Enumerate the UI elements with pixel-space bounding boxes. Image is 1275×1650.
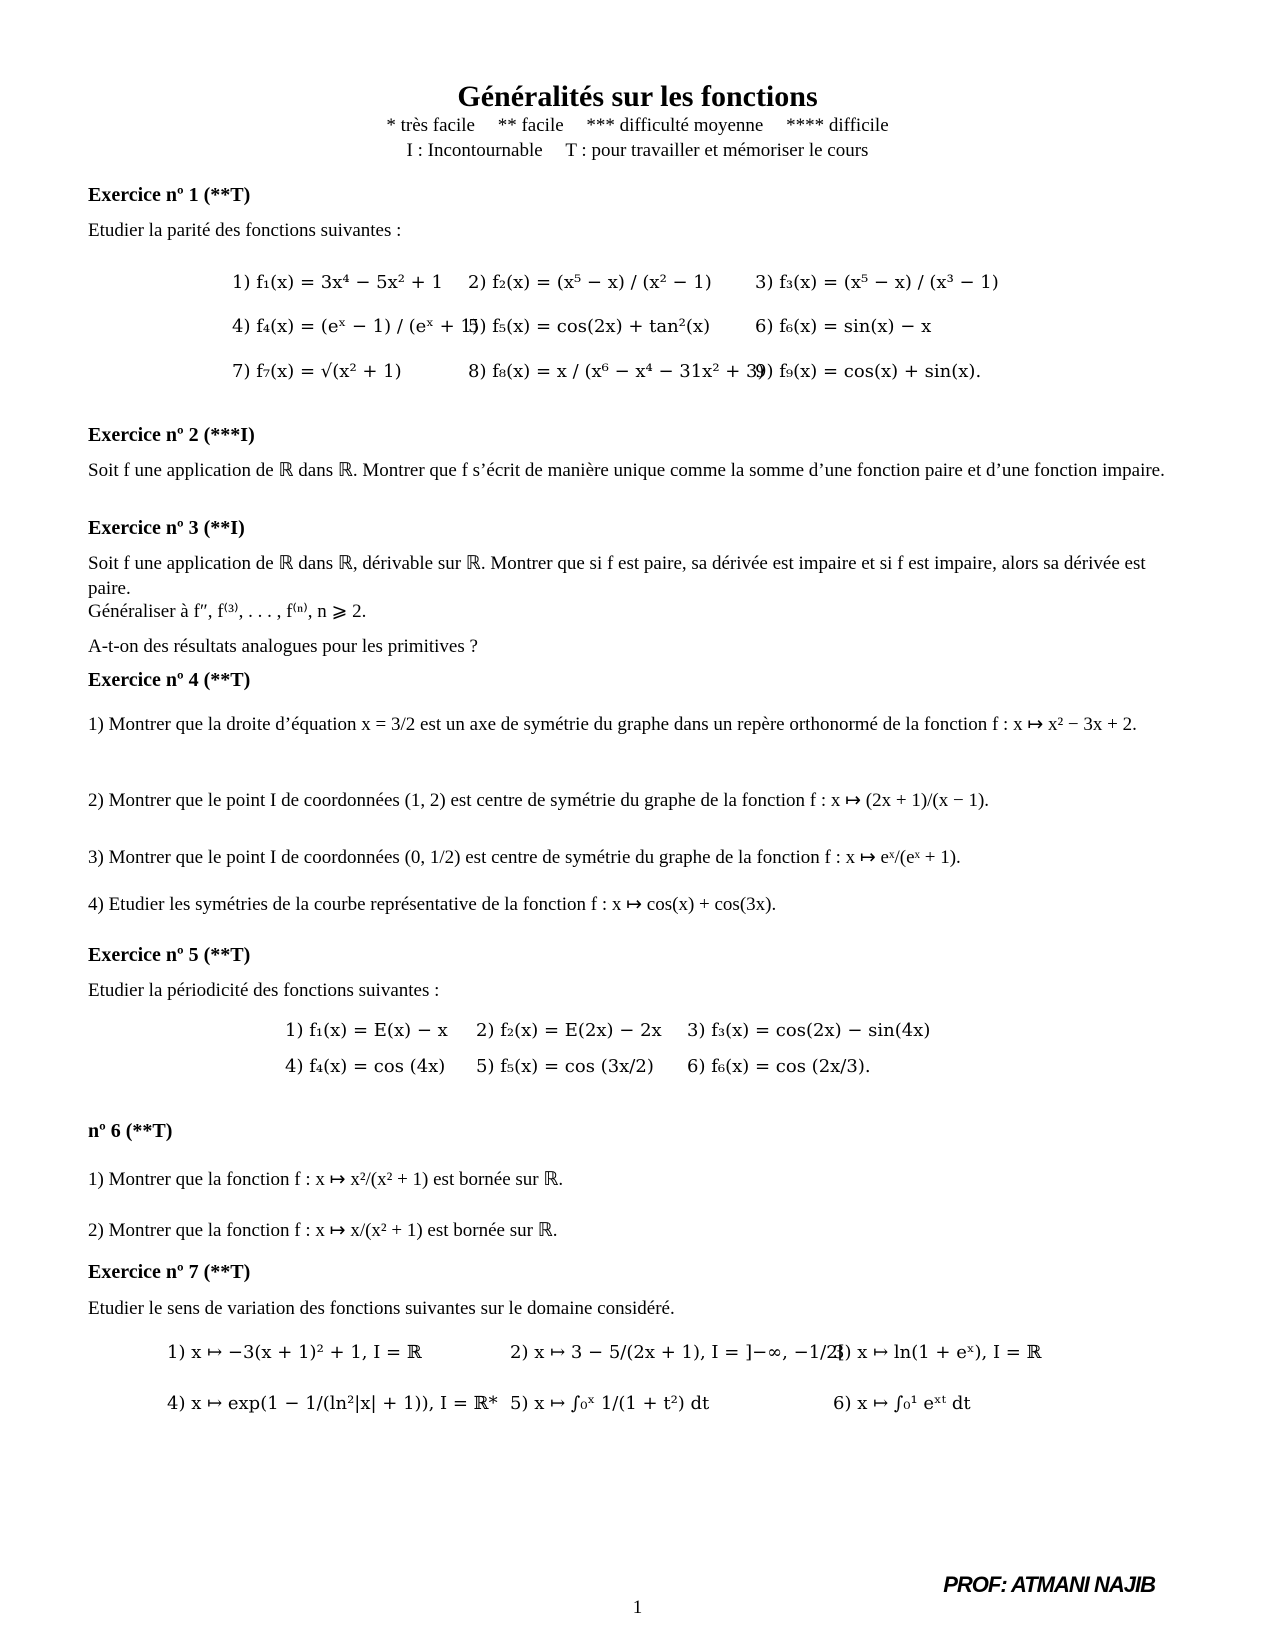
exercise-1-item: 9) f₉(x) = cos(x) + sin(x).	[755, 361, 982, 382]
legend-level: **** difficile	[786, 115, 889, 136]
legend-level: ** facile	[497, 115, 564, 136]
legend-type: T : pour travailler et mémoriser le cours	[565, 140, 869, 161]
exercise-7-item: 2) x ↦ 3 − 5/(2x + 1), I = ]−∞, −1/2[	[510, 1342, 845, 1363]
exercise-1-item: 8) f₈(x) = x / (x⁶ − x⁴ − 31x² + 3)	[468, 361, 765, 382]
exercise-7-item: 1) x ↦ −3(x + 1)² + 1, I = ℝ	[167, 1342, 422, 1363]
difficulty-legend	[0, 115, 1275, 137]
exercise-5-item: 1) f₁(x) = E(x) − x	[285, 1020, 448, 1041]
author-signature: PROF: ATMANI NAJIB	[943, 1572, 1155, 1597]
exercise-5-intro: Etudier la périodicité des fonctions suivantes :	[88, 980, 440, 1001]
exercise-5-item: 4) f₄(x) = cos (4x)	[285, 1056, 446, 1077]
exercise-1-item: 1) f₁(x) = 3x⁴ − 5x² + 1	[232, 272, 443, 293]
exercise-1-heading: Exercice nº 1 (**T)	[88, 184, 251, 206]
exercise-3-generalise: Généraliser à f″, f⁽³⁾, . . . , f⁽ⁿ⁾, n ⩾ 2.	[88, 601, 367, 622]
exercise-5-item: 6) f₆(x) = cos (2x/3).	[687, 1056, 871, 1077]
legend-type: I : Incontournable	[406, 140, 543, 161]
exercise-1-intro: Etudier la parité des fonctions suivantes :	[88, 220, 402, 241]
exercise-3-heading: Exercice nº 3 (**I)	[88, 517, 245, 539]
exercise-5-item: 2) f₂(x) = E(2x) − 2x	[476, 1020, 662, 1041]
exercise-4-question-3: 3) Montrer que le point I de coordonnées (0, 1/2) est centre de symétrie du graphe de la fonction f : x ↦ eˣ/(eˣ + 1).	[88, 847, 961, 868]
exercise-1-item: 7) f₇(x) = √(x² + 1)	[232, 361, 402, 382]
exercise-4-question-4: 4) Etudier les symétries de la courbe représentative de la fonction f : x ↦ cos(x) + cos(3x).	[88, 894, 777, 915]
exercise-5-item: 5) f₅(x) = cos (3x/2)	[476, 1056, 654, 1077]
exercise-6-question-1: 1) Montrer que la fonction f : x ↦ x²/(x² + 1) est bornée sur ℝ.	[88, 1169, 564, 1190]
exercise-7-heading: Exercice nº 7 (**T)	[88, 1261, 251, 1283]
exercise-5-heading: Exercice nº 5 (**T)	[88, 944, 251, 966]
legend-level: *** difficulté moyenne	[586, 115, 764, 136]
exercise-4-question-2: 2) Montrer que le point I de coordonnées (1, 2) est centre de symétrie du graphe de la fonction f : x ↦ (2x + 1)/(x − 1).	[88, 790, 990, 811]
exercise-4-question-1: 1) Montrer que la droite d’équation x = 3/2 est un axe de symétrie du graphe dans un repère orthonormé de la fonction f : x ↦ x² − 3x + 2.	[88, 714, 1137, 735]
exercise-6-question-2: 2) Montrer que la fonction f : x ↦ x/(x² + 1) est bornée sur ℝ.	[88, 1220, 558, 1241]
exercise-3-text: Soit f une application de ℝ dans ℝ, dérivable sur ℝ. Montrer que si f est paire, sa dérivée est impaire et si f est impaire, alors sa dérivée est paire.	[88, 553, 1146, 599]
exercise-1-item: 4) f₄(x) = (eˣ − 1) / (eˣ + 1)	[232, 316, 479, 337]
exercise-2-heading: Exercice nº 2 (***I)	[88, 424, 255, 446]
page-number: 1	[632, 1597, 643, 1618]
exercise-7-item: 3) x ↦ ln(1 + eˣ), I = ℝ	[833, 1342, 1042, 1363]
legend-level: * très facile	[386, 115, 475, 136]
exercise-3-question: A-t-on des résultats analogues pour les primitives ?	[88, 636, 478, 657]
exercise-5-item: 3) f₃(x) = cos(2x) − sin(4x)	[687, 1020, 931, 1041]
exercise-2-text: Soit f une application de ℝ dans ℝ. Montrer que f s’écrit de manière unique comme la somme d’une fonction paire et d’une fonction impaire.	[88, 460, 1165, 481]
type-legend	[0, 140, 1275, 162]
exercise-1-item: 5) f₅(x) = cos(2x) + tan²(x)	[468, 316, 711, 337]
exercise-6-heading: nº 6 (**T)	[88, 1120, 173, 1142]
page-title: Généralités sur les fonctions	[457, 80, 818, 113]
exercise-1-item: 3) f₃(x) = (x⁵ − x) / (x³ − 1)	[755, 272, 999, 293]
exercise-4-heading: Exercice nº 4 (**T)	[88, 669, 251, 691]
exercise-7-item: 4) x ↦ exp(1 − 1/(ln²|x| + 1)), I = ℝ*	[167, 1393, 498, 1414]
exercise-1-item: 6) f₆(x) = sin(x) − x	[755, 316, 932, 337]
exercise-7-item: 6) x ↦ ∫₀¹ eˣᵗ dt	[833, 1393, 971, 1414]
exercise-1-item: 2) f₂(x) = (x⁵ − x) / (x² − 1)	[468, 272, 712, 293]
exercise-7-item: 5) x ↦ ∫₀ˣ 1/(1 + t²) dt	[510, 1393, 710, 1414]
exercise-7-intro: Etudier le sens de variation des fonctions suivantes sur le domaine considéré.	[88, 1298, 675, 1319]
